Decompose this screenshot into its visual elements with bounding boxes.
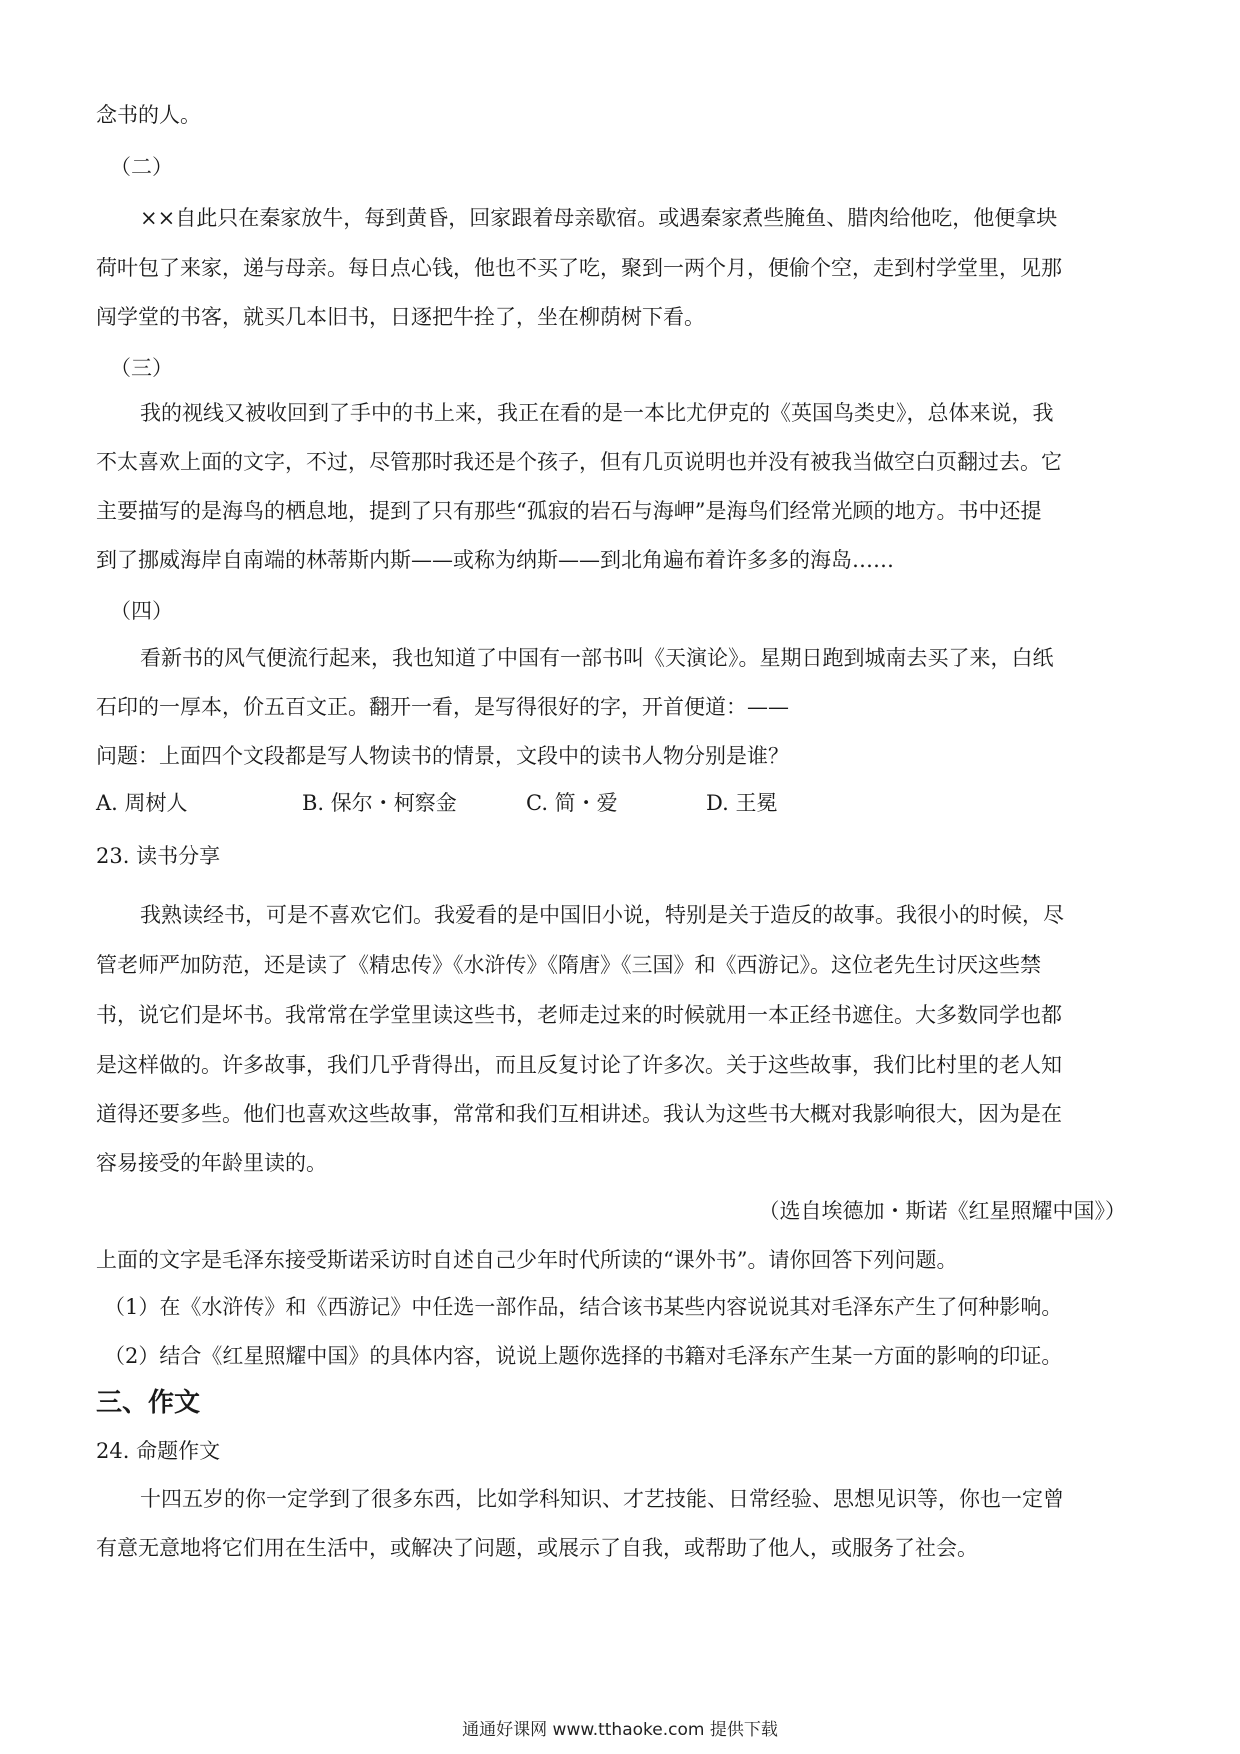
question-23-sub-1: （1）在《水浒传》和《西游记》中任选一部作品，结合该书某些内容说说其对毛泽东产生了何种影响。 [104, 1295, 1063, 1319]
passage-three-line: 不太喜欢上面的文字，不过，尽管那时我还是个孩子，但有几页说明也并没有被我当做空白页翻过去。它 [96, 450, 1062, 474]
question-23-title: 23. 读书分享 [96, 844, 221, 868]
question-22-options [96, 788, 996, 818]
passage-three-line: 到了挪威海岸自南端的林蒂斯内斯——或称为纳斯——到北角遍布着许多多的海岛…… [96, 548, 894, 572]
passage-one-tail: 念书的人。 [96, 103, 201, 127]
passage-two-line: 荷叶包了来家，递与母亲。每日点心钱，他也不买了吃，聚到一两个月，便偷个空，走到村学堂里，见那 [96, 256, 1062, 280]
page-footer: 通通好课网 www.tthaoke.com 提供下载 [462, 1720, 778, 1740]
question-23-sub-2: （2）结合《红星照耀中国》的具体内容，说说上题你选择的书籍对毛泽东产生某一方面的影响的印证。 [104, 1344, 1063, 1368]
question-24-line: 有意无意地将它们用在生活中，或解决了问题，或展示了自我，或帮助了他人，或服务了社会。 [96, 1536, 978, 1560]
passage-three-line: 主要描写的是海鸟的栖息地，提到了只有那些“孤寂的岩石与海岬”是海鸟们经常光顾的地方。书中还提 [96, 499, 1042, 523]
option-a: A. 周树人 [96, 791, 188, 815]
option-c: C. 简・爱 [526, 791, 618, 815]
question-23-passage-line: 是这样做的。许多故事，我们几乎背得出，而且反复讨论了许多次。关于这些故事，我们比村里的老人知 [96, 1053, 1062, 1077]
passage-four-line: 看新书的风气便流行起来，我也知道了中国有一部书叫《天演论》。星期日跑到城南去买了来，白纸 [140, 646, 1054, 670]
question-22-prompt: 问题：上面四个文段都是写人物读书的情景，文段中的读书人物分别是谁？ [96, 744, 789, 768]
section-three-heading: 三、作文 [96, 1388, 201, 1418]
option-d: D. 王冕 [706, 791, 778, 815]
question-23-source: （选自埃德加・斯诺《红星照耀中国》） [758, 1199, 1126, 1223]
passage-four-label: （四） [110, 599, 173, 623]
passage-two-line: ××自此只在秦家放牛，每到黄昏，回家跟着母亲歇宿。或遇秦家煮些腌鱼、腊肉给他吃，他便拿块 [140, 206, 1058, 230]
question-23-passage-line: 容易接受的年龄里读的。 [96, 1151, 327, 1175]
question-23-passage-line: 道得还要多些。他们也喜欢这些故事，常常和我们互相讲述。我认为这些书大概对我影响很大，因为是在 [96, 1102, 1062, 1126]
question-24-title: 24. 命题作文 [96, 1439, 221, 1463]
question-24-line: 十四五岁的你一定学到了很多东西，比如学科知识、才艺技能、日常经验、思想见识等，你也一定曾 [140, 1487, 1064, 1511]
question-23-intro: 上面的文字是毛泽东接受斯诺采访时自述自己少年时代所读的“课外书”。请你回答下列问题。 [96, 1248, 958, 1272]
passage-four-line: 石印的一厚本，价五百文正。翻开一看，是写得很好的字，开首便道：—— [96, 695, 789, 719]
passage-three-label: （三） [110, 356, 173, 380]
passage-two-label: （二） [110, 155, 173, 179]
passage-two-line: 闯学堂的书客，就买几本旧书，日逐把牛拴了，坐在柳荫树下看。 [96, 305, 705, 329]
question-23-passage-line: 书，说它们是坏书。我常常在学堂里读这些书，老师走过来的时候就用一本正经书遮住。大多数同学也都 [96, 1003, 1062, 1027]
passage-three-line: 我的视线又被收回到了手中的书上来，我正在看的是一本比尤伊克的《英国鸟类史》，总体来说，我 [140, 401, 1054, 425]
option-b: B. 保尔・柯察金 [302, 791, 457, 815]
question-23-passage-line: 管老师严加防范，还是读了《精忠传》《水浒传》《隋唐》《三国》和《西游记》。这位老先生讨厌这些禁 [96, 953, 1041, 977]
question-23-passage-line: 我熟读经书，可是不喜欢它们。我爱看的是中国旧小说，特别是关于造反的故事。我很小的时候，尽 [140, 903, 1064, 927]
